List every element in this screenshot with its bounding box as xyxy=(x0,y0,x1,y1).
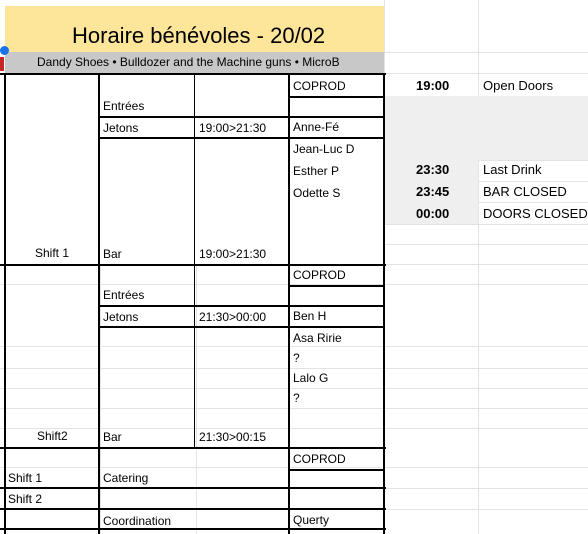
schedule-event[interactable]: Last Drink xyxy=(483,162,542,177)
block1-name[interactable]: Esther P xyxy=(293,164,340,178)
schedule-event[interactable]: DOORS CLOSED xyxy=(483,206,588,221)
block2-name[interactable]: ? xyxy=(293,391,300,405)
schedule-shade xyxy=(384,96,478,224)
schedule-time[interactable]: 23:30 xyxy=(416,162,450,177)
block1-shift[interactable]: Shift 1 xyxy=(35,246,70,260)
block2-entrees[interactable]: Entrées xyxy=(103,288,145,302)
schedule-shade-2 xyxy=(478,96,588,160)
block1-jetons[interactable]: Jetons xyxy=(103,121,139,135)
block1-jetons-time[interactable]: 19:00>21:30 xyxy=(199,121,267,135)
block2-shift[interactable]: Shift2 xyxy=(37,429,68,443)
block3-shift1[interactable]: Shift 1 xyxy=(8,471,43,485)
bands-text: Dandy Shoes • Bulldozer and the Machine guns • MicroB xyxy=(37,55,340,69)
block2-bar-time[interactable]: 21:30>00:15 xyxy=(199,430,267,444)
block1-bar[interactable]: Bar xyxy=(103,247,122,261)
sheet-title: Horaire bénévoles - 20/02 xyxy=(72,23,326,48)
schedule-time[interactable]: 00:00 xyxy=(416,206,450,221)
schedule-time[interactable]: 19:00 xyxy=(416,78,450,93)
cell-marker xyxy=(0,57,4,71)
block2-jetons-time[interactable]: 21:30>00:00 xyxy=(199,310,267,324)
block2-bar[interactable]: Bar xyxy=(103,430,122,444)
block3-name[interactable]: Querty xyxy=(293,513,330,527)
block1-entrees[interactable]: Entrées xyxy=(103,99,145,113)
schedule-time[interactable]: 23:45 xyxy=(416,184,450,199)
block3-catering[interactable]: Catering xyxy=(103,471,149,485)
block1-bar-time[interactable]: 19:00>21:30 xyxy=(199,247,267,261)
block2-name[interactable]: Ben H xyxy=(293,309,327,323)
block1-name[interactable]: Odette S xyxy=(293,186,341,200)
block1-name[interactable]: Anne-Fé xyxy=(293,120,340,134)
block1-name[interactable]: COPROD xyxy=(293,79,346,93)
schedule-event[interactable]: Open Doors xyxy=(483,78,554,93)
block3-name[interactable]: COPROD xyxy=(293,452,346,466)
block2-name[interactable]: Asa Ririe xyxy=(293,331,342,345)
block2-name[interactable]: Lalo G xyxy=(293,371,329,385)
block2-jetons[interactable]: Jetons xyxy=(103,310,139,324)
block2-name[interactable]: ? xyxy=(293,351,300,365)
selection-handle[interactable] xyxy=(0,46,9,55)
block3-shift2[interactable]: Shift 2 xyxy=(8,492,43,506)
block1-name[interactable]: Jean-Luc D xyxy=(293,142,355,156)
block3-coordination[interactable]: Coordination xyxy=(103,514,172,528)
block2-name[interactable]: COPROD xyxy=(293,268,346,282)
schedule-event[interactable]: BAR CLOSED xyxy=(483,184,567,199)
